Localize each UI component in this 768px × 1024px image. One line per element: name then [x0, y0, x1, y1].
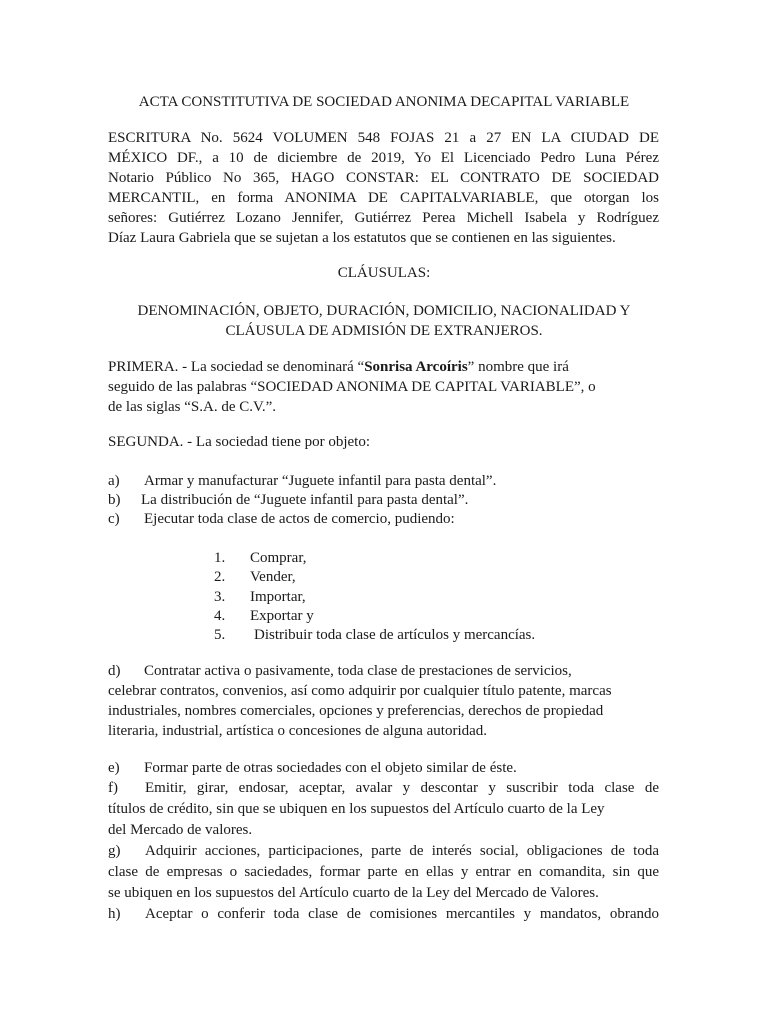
number-marker: 4.: [214, 608, 226, 624]
item-continuation: celebrar contratos, convenios, así como adquirir por cualquier título patente, marcas: [108, 683, 612, 699]
escritura-line: ESCRITURA No. 5624 VOLUMEN 548 FOJAS 21 a 27 EN LA CIUDAD DE: [108, 130, 659, 146]
item-text: Emitir, girar, endosar, aceptar, avalar y descontar y suscribir toda clase de: [145, 780, 659, 796]
item-text: Aceptar o conferir toda clase de comisiones mercantiles y mandatos, obrando: [145, 906, 659, 922]
escritura-line: MÉXICO DF., a 10 de diciembre de 2019, Yo El Licenciado Pedro Luna Pérez: [108, 150, 659, 166]
item-continuation: se ubiquen en los supuestos del Artículo cuarto de la Ley del Mercado de Valores.: [108, 885, 599, 901]
item-continuation: industriales, nombres comerciales, opciones y preferencias, derechos de propiedad: [108, 703, 604, 719]
primera-prefix: PRIMERA. - La sociedad se denominará “: [108, 359, 365, 375]
item-continuation: literaria, industrial, artística o concesiones de alguna autoridad.: [108, 723, 488, 739]
item-marker: b): [108, 492, 121, 508]
primera-suffix: ” nombre que irá: [467, 359, 569, 375]
number-marker: 1.: [214, 550, 226, 566]
numbered-text: Comprar,: [250, 550, 307, 566]
number-marker: 2.: [214, 569, 226, 585]
item-text: Armar y manufacturar “Juguete infantil para pasta dental”.: [144, 473, 497, 489]
item-marker: a): [108, 473, 120, 489]
item-text: Ejecutar toda clase de actos de comercio, pudiendo:: [144, 511, 455, 527]
list-item: [108, 758, 517, 778]
primera-line: de las siglas “S.A. de C.V.”.: [108, 399, 277, 415]
item-marker: e): [108, 760, 120, 776]
item-marker: f): [108, 780, 118, 796]
list-item: [108, 490, 468, 510]
item-text: La distribución de “Juguete infantil para pasta dental”.: [141, 492, 469, 508]
list-item: [108, 904, 659, 924]
section-heading-line: DENOMINACIÓN, OBJETO, DURACIÓN, DOMICILIO, NACIONALIDAD Y: [137, 303, 631, 319]
item-continuation: clase de empresas o saciedades, formar parte en ellas y entrar en comandita, sin que: [108, 864, 659, 880]
document-title: ACTA CONSTITUTIVA DE SOCIEDAD ANONIMA DECAPITAL VARIABLE: [138, 94, 630, 110]
list-item: [108, 778, 659, 798]
escritura-line: Díaz Laura Gabriela que se sujetan a los estatutos que se contienen en las siguientes.: [108, 230, 616, 246]
numbered-item: [214, 567, 296, 587]
segunda-clause: SEGUNDA. - La sociedad tiene por objeto:: [108, 434, 371, 450]
escritura-line: Notario Público No 365, HAGO CONSTAR: EL CONTRATO DE SOCIEDAD: [108, 170, 659, 186]
item-continuation: títulos de crédito, sin que se ubiquen en los supuestos del Artículo cuarto de la Ley: [108, 801, 605, 817]
number-marker: 3.: [214, 589, 226, 605]
numbered-text: Exportar y: [250, 608, 314, 624]
numbered-item: [214, 625, 535, 645]
numbered-text: Distribuir toda clase de artículos y mercancías.: [254, 627, 536, 643]
number-marker: 5.: [214, 627, 226, 643]
item-text: Adquirir acciones, participaciones, parte de interés social, obligaciones de toda: [145, 843, 659, 859]
item-text: Formar parte de otras sociedades con el objeto similar de éste.: [144, 760, 517, 776]
escritura-line: MERCANTIL, en forma ANONIMA DE CAPITALVARIABLE, que otorgan los: [108, 190, 659, 206]
list-item: [108, 841, 659, 861]
list-item: [108, 509, 455, 529]
item-continuation: del Mercado de valores.: [108, 822, 253, 838]
list-item: [108, 471, 496, 491]
item-marker: h): [108, 906, 121, 922]
list-item: [108, 661, 572, 681]
item-marker: c): [108, 511, 120, 527]
clausulas-heading: CLÁUSULAS:: [337, 265, 431, 281]
primera-line: seguido de las palabras “SOCIEDAD ANONIMA DE CAPITAL VARIABLE”, o: [108, 379, 596, 395]
numbered-item: [214, 587, 306, 607]
section-heading-line: CLÁUSULA DE ADMISIÓN DE EXTRANJEROS.: [225, 323, 543, 339]
numbered-text: Importar,: [250, 589, 306, 605]
item-marker: g): [108, 843, 121, 859]
numbered-item: [214, 548, 306, 568]
numbered-item: [214, 606, 314, 626]
item-text: Contratar activa o pasivamente, toda clase de prestaciones de servicios,: [144, 663, 572, 679]
escritura-line: señores: Gutiérrez Lozano Jennifer, Gutiérrez Perea Michell Isabela y Rodríguez: [108, 210, 659, 226]
item-marker: d): [108, 663, 121, 679]
numbered-text: Vender,: [250, 569, 296, 585]
company-name: Sonrisa Arcoíris: [364, 359, 468, 375]
primera-clause: [108, 357, 569, 377]
